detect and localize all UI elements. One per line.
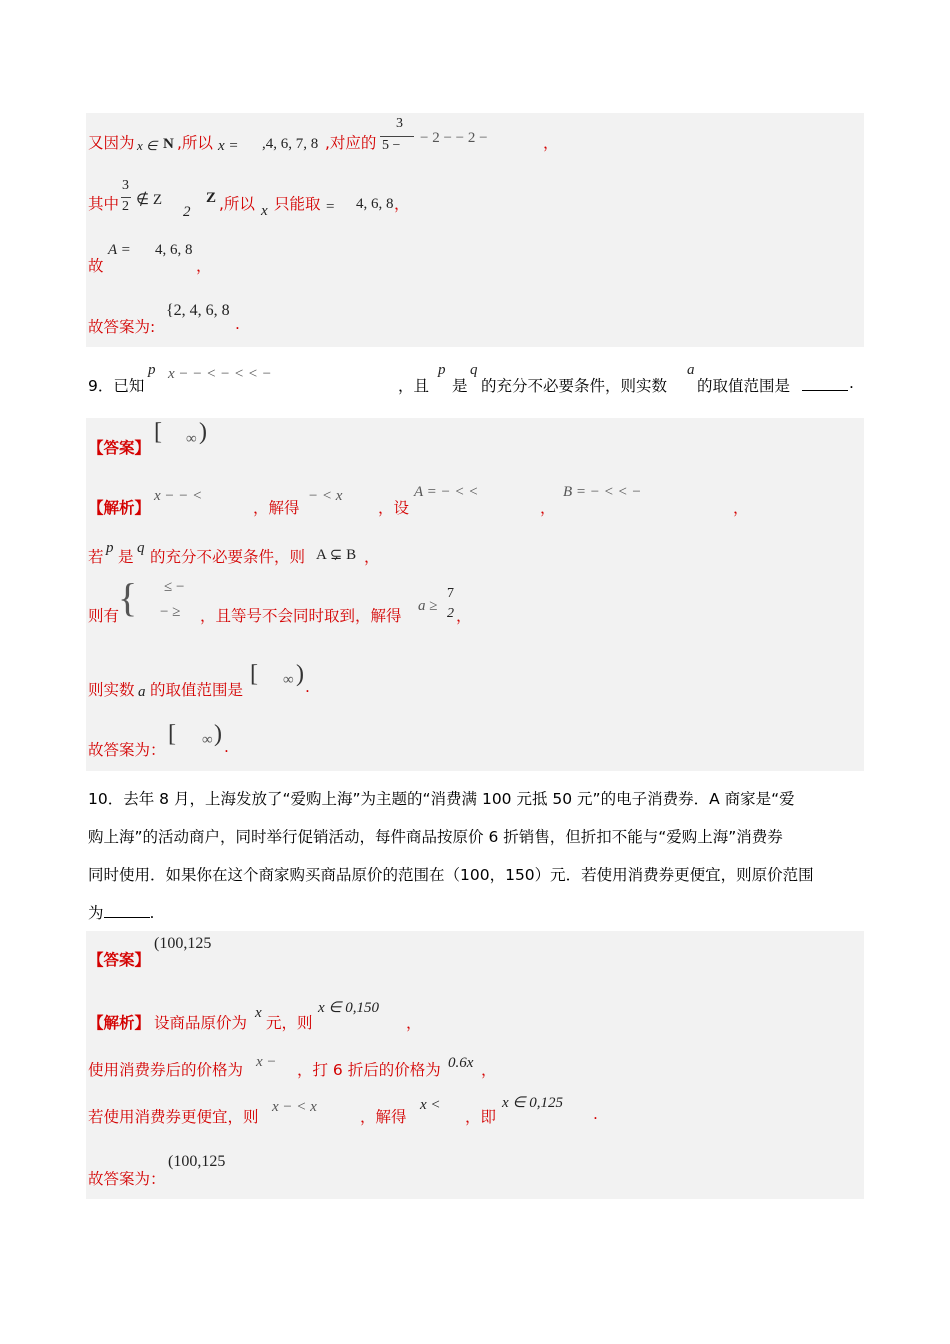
solution-block-9: [86, 418, 864, 771]
math-x-eq: x =: [218, 138, 239, 154]
math-p: p: [148, 362, 156, 378]
math-range: x ∈ 0,150: [318, 1000, 379, 1016]
math-subset: A ⊊ B: [316, 547, 357, 563]
text: 的取值范围是: [150, 681, 244, 699]
sol8-line2: [88, 192, 119, 214]
math-N: N: [163, 136, 174, 152]
math-answer: ∞: [186, 431, 197, 447]
frac-den: 2: [447, 606, 454, 621]
math-set-B: B = − < < −: [563, 484, 642, 500]
math-p: p: [106, 540, 114, 556]
text: .: [149, 904, 155, 922]
text: ，且等号不会同时取到，解得: [200, 607, 402, 625]
math-tail: − 2 − − 2 −: [420, 130, 488, 146]
math-Z: Z: [206, 190, 217, 206]
text: 的充分不必要条件，则实数: [481, 377, 668, 395]
math-p: p: [438, 362, 446, 378]
answer-blank: [802, 378, 848, 391]
text: ，: [540, 499, 556, 517]
frac-line: [380, 136, 414, 137]
math-ineq-bot: − ≥: [160, 604, 181, 620]
text: 若使用消费券更便宜，则: [88, 1108, 259, 1126]
math-set-A: A = − < <: [414, 484, 479, 500]
text: .: [849, 374, 854, 392]
text: .: [593, 1105, 598, 1123]
text: 是: [118, 548, 134, 566]
paren-right: ): [214, 721, 222, 747]
math-answer: ∞: [283, 672, 294, 688]
bracket-left: [: [154, 419, 162, 445]
text: ,所以: [177, 134, 213, 152]
frac-num: 3: [122, 178, 129, 193]
math-ineq: x − < x: [272, 1099, 317, 1115]
text: 故答案为:: [88, 318, 156, 336]
math-a: a: [138, 684, 146, 700]
text: 则实数: [88, 681, 135, 699]
frac-den: 2: [122, 199, 129, 214]
math: − < x: [308, 488, 343, 504]
text: ，: [481, 1061, 497, 1079]
text: 只能取: [274, 195, 321, 213]
text: ,对应的: [325, 134, 377, 152]
text: .: [305, 678, 310, 696]
math-q: q: [470, 362, 478, 378]
frac-num: 7: [447, 586, 454, 601]
bracket-left: [: [250, 661, 258, 687]
analysis-label: 【解析】: [88, 1014, 151, 1032]
q10-line1: 10．去年 8 月，上海发放了“爱购上海”为主题的“消费满 100 元抵 50 元”的电子消费券．A 商家是“爱: [88, 790, 795, 808]
text: ，: [733, 499, 749, 517]
text: 若: [88, 548, 104, 566]
q10-line4: [88, 901, 154, 923]
math-ineq-top: ≤ −: [164, 579, 185, 595]
math-answer: (100,125: [154, 935, 212, 952]
text: 为: [88, 904, 104, 922]
math-x-lt: x <: [420, 1097, 441, 1113]
text: ，打 6 折后的价格为: [297, 1061, 441, 1079]
text: 元，则: [266, 1014, 313, 1032]
math-answer: ∞: [202, 732, 213, 748]
math-condition: x − − < − < < −: [168, 366, 272, 382]
text: ，解得: [253, 499, 300, 517]
text: ,所以: [219, 195, 255, 213]
math-x: x: [255, 1005, 262, 1021]
text: 故答案为：: [88, 741, 166, 759]
answer-label: 【答案】: [88, 439, 151, 457]
text: 的取值范围是: [697, 377, 791, 395]
analysis-label: 【解析】: [88, 499, 151, 517]
text: 又因为: [88, 134, 135, 152]
text: ，: [406, 1014, 422, 1032]
math-notin: ∉ Z: [136, 192, 162, 208]
math-eq: =: [326, 199, 335, 215]
text: .: [224, 738, 229, 756]
text: 设商品原价为: [154, 1014, 248, 1032]
math-q: q: [137, 540, 145, 556]
text: ，且: [398, 377, 430, 395]
math-a: a: [687, 362, 695, 378]
answer-blank: [104, 905, 150, 918]
q9-number: 9．已知: [88, 377, 145, 395]
answer-label: 【答案】: [88, 951, 151, 969]
text: ，解得: [360, 1108, 407, 1126]
text: 是: [452, 377, 468, 395]
math-x-in: x ∈: [137, 138, 158, 153]
math-06x: 0.6x: [448, 1055, 474, 1071]
text: ，设: [378, 499, 410, 517]
math-A: A =: [108, 242, 131, 258]
sol8-line1: [88, 131, 135, 153]
text: ，: [196, 257, 212, 275]
frac-den: 5 −: [382, 138, 401, 153]
math-set: 4, 6, 8: [155, 242, 193, 258]
q10-line2: 购上海”的活动商户，同时举行促销活动，每件商品按原价 6 折销售，但折扣不能与“爱购上海”消费券: [88, 828, 783, 846]
math-x-minus: x −: [256, 1054, 277, 1070]
paren-right: ): [296, 661, 304, 687]
math-set: ,4, 6, 7, 8: [262, 136, 319, 152]
math: x − − <: [154, 488, 203, 504]
text: 其中: [88, 195, 120, 213]
text: .: [235, 315, 240, 333]
text: ，: [543, 134, 559, 152]
frac-line: [121, 197, 131, 198]
frac-num: 3: [396, 116, 403, 131]
paren-right: ): [199, 419, 207, 445]
math-x: x: [261, 203, 268, 219]
math-answer: (100,125: [168, 1153, 226, 1170]
math-a-geq: a ≥: [418, 598, 438, 614]
brace-left: {: [118, 575, 138, 620]
text: ，即: [465, 1108, 497, 1126]
math-set: 4, 6, 8: [356, 196, 394, 212]
math-2: 2: [183, 204, 191, 220]
text: ，: [394, 195, 410, 213]
text: 使用消费券后的价格为: [88, 1061, 244, 1079]
q10-line3: 同时使用．如果你在这个商家购买商品原价的范围在（100，150）元．若使用消费券更便宜，则原价范围: [88, 866, 814, 884]
math-answer: {2, 4, 6, 8: [166, 302, 230, 319]
text: 故: [88, 257, 104, 275]
text: 的充分不必要条件，则: [150, 548, 306, 566]
text: 故答案为：: [88, 1170, 166, 1188]
text: 则有: [88, 607, 120, 625]
math-range: x ∈ 0,125: [502, 1095, 563, 1111]
text: ，: [456, 607, 472, 625]
bracket-left: [: [168, 721, 176, 747]
text: ，: [364, 548, 380, 566]
